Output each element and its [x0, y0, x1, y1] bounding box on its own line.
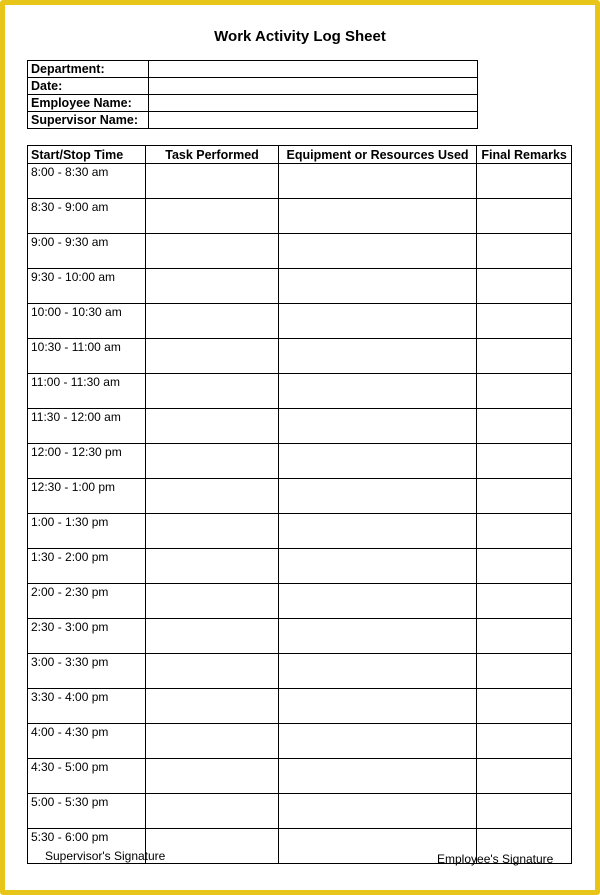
- log-row: [28, 339, 572, 374]
- equipment-resources-cell[interactable]: [278, 304, 476, 339]
- final-remarks-cell[interactable]: [477, 269, 572, 304]
- log-body: [28, 164, 572, 864]
- equipment-resources-cell[interactable]: [278, 794, 476, 829]
- log-header-row: [28, 146, 572, 164]
- log-row: [28, 409, 572, 444]
- supervisor-signature-label: Supervisor's Signature: [45, 849, 166, 863]
- equipment-resources-cell[interactable]: [278, 689, 476, 724]
- time-slot: 10:30 - 11:00 am: [28, 339, 146, 374]
- equipment-resources-cell[interactable]: [278, 164, 476, 199]
- log-row: [28, 619, 572, 654]
- header-equipment-resources: Equipment or Resources Used: [278, 146, 476, 164]
- final-remarks-cell[interactable]: [477, 409, 572, 444]
- equipment-resources-cell[interactable]: [278, 269, 476, 304]
- log-row: [28, 164, 572, 199]
- task-performed-cell[interactable]: [146, 234, 279, 269]
- supervisor-name-field[interactable]: [149, 112, 478, 129]
- task-performed-cell[interactable]: [146, 304, 279, 339]
- time-slot: 3:30 - 4:00 pm: [28, 689, 146, 724]
- log-row: [28, 549, 572, 584]
- info-row-employee-name: [28, 95, 478, 112]
- time-slot: 12:30 - 1:00 pm: [28, 479, 146, 514]
- employee-info-table: [27, 60, 478, 129]
- time-slot: 2:00 - 2:30 pm: [28, 584, 146, 619]
- header-final-remarks: Final Remarks: [477, 146, 572, 164]
- time-slot: 5:30 - 6:00 pm: [28, 829, 146, 864]
- final-remarks-cell[interactable]: [477, 304, 572, 339]
- time-slot: 12:00 - 12:30 pm: [28, 444, 146, 479]
- equipment-resources-cell[interactable]: [278, 444, 476, 479]
- header-start-stop-time: Start/Stop Time: [28, 146, 146, 164]
- log-row: [28, 374, 572, 409]
- log-row: [28, 759, 572, 794]
- info-row-date: [28, 78, 478, 95]
- task-performed-cell[interactable]: [146, 724, 279, 759]
- task-performed-cell[interactable]: [146, 794, 279, 829]
- info-row-department: [28, 61, 478, 78]
- equipment-resources-cell[interactable]: [278, 514, 476, 549]
- department-field[interactable]: [149, 61, 478, 78]
- final-remarks-cell[interactable]: [477, 759, 572, 794]
- final-remarks-cell[interactable]: [477, 654, 572, 689]
- header-task-performed: Task Performed: [146, 146, 279, 164]
- employee-name-label: Employee Name:: [28, 95, 149, 112]
- log-row: [28, 514, 572, 549]
- activity-log-table: [27, 145, 572, 864]
- equipment-resources-cell[interactable]: [278, 409, 476, 444]
- log-row: [28, 654, 572, 689]
- time-slot: 1:30 - 2:00 pm: [28, 549, 146, 584]
- log-row: [28, 234, 572, 269]
- final-remarks-cell[interactable]: [477, 479, 572, 514]
- log-row: [28, 724, 572, 759]
- log-row: [28, 269, 572, 304]
- equipment-resources-cell[interactable]: [278, 759, 476, 794]
- time-slot: 5:00 - 5:30 pm: [28, 794, 146, 829]
- time-slot: 9:30 - 10:00 am: [28, 269, 146, 304]
- task-performed-cell[interactable]: [146, 164, 279, 199]
- task-performed-cell[interactable]: [146, 619, 279, 654]
- employee-signature-label: Employee's Signature: [437, 852, 554, 866]
- equipment-resources-cell[interactable]: [278, 724, 476, 759]
- time-slot: 8:30 - 9:00 am: [28, 199, 146, 234]
- time-slot: 2:30 - 3:00 pm: [28, 619, 146, 654]
- log-row: [28, 584, 572, 619]
- equipment-resources-cell[interactable]: [278, 654, 476, 689]
- task-performed-cell[interactable]: [146, 444, 279, 479]
- task-performed-cell[interactable]: [146, 339, 279, 374]
- time-slot: 11:30 - 12:00 am: [28, 409, 146, 444]
- final-remarks-cell[interactable]: [477, 724, 572, 759]
- equipment-resources-cell[interactable]: [278, 199, 476, 234]
- time-slot: 9:00 - 9:30 am: [28, 234, 146, 269]
- department-label: Department:: [28, 61, 149, 78]
- final-remarks-cell[interactable]: [477, 199, 572, 234]
- page-title: Work Activity Log Sheet: [214, 28, 386, 45]
- date-label: Date:: [28, 78, 149, 95]
- task-performed-cell[interactable]: [146, 549, 279, 584]
- log-row: [28, 479, 572, 514]
- final-remarks-cell[interactable]: [477, 619, 572, 654]
- time-slot: 3:00 - 3:30 pm: [28, 654, 146, 689]
- log-row: [28, 444, 572, 479]
- task-performed-cell[interactable]: [146, 689, 279, 724]
- info-row-supervisor-name: [28, 112, 478, 129]
- final-remarks-cell[interactable]: [477, 234, 572, 269]
- equipment-resources-cell[interactable]: [278, 479, 476, 514]
- log-row: [28, 689, 572, 724]
- time-slot: 10:00 - 10:30 am: [28, 304, 146, 339]
- employee-name-field[interactable]: [149, 95, 478, 112]
- equipment-resources-cell[interactable]: [278, 549, 476, 584]
- final-remarks-cell[interactable]: [477, 794, 572, 829]
- task-performed-cell[interactable]: [146, 409, 279, 444]
- equipment-resources-cell[interactable]: [278, 619, 476, 654]
- time-slot: 1:00 - 1:30 pm: [28, 514, 146, 549]
- final-remarks-cell[interactable]: [477, 514, 572, 549]
- task-performed-cell[interactable]: [146, 374, 279, 409]
- final-remarks-cell[interactable]: [477, 549, 572, 584]
- log-row: [28, 304, 572, 339]
- final-remarks-cell[interactable]: [477, 339, 572, 374]
- task-performed-cell[interactable]: [146, 269, 279, 304]
- time-slot: 8:00 - 8:30 am: [28, 164, 146, 199]
- supervisor-name-label: Supervisor Name:: [28, 112, 149, 129]
- date-field[interactable]: [149, 78, 478, 95]
- time-slot: 4:00 - 4:30 pm: [28, 724, 146, 759]
- task-performed-cell[interactable]: [146, 199, 279, 234]
- equipment-resources-cell[interactable]: [278, 234, 476, 269]
- task-performed-cell[interactable]: [146, 514, 279, 549]
- time-slot: 11:00 - 11:30 am: [28, 374, 146, 409]
- task-performed-cell[interactable]: [146, 759, 279, 794]
- final-remarks-cell[interactable]: [477, 584, 572, 619]
- final-remarks-cell[interactable]: [477, 164, 572, 199]
- final-remarks-cell[interactable]: [477, 374, 572, 409]
- task-performed-cell[interactable]: [146, 654, 279, 689]
- equipment-resources-cell[interactable]: [278, 584, 476, 619]
- time-slot: 4:30 - 5:00 pm: [28, 759, 146, 794]
- task-performed-cell[interactable]: [146, 479, 279, 514]
- log-row: [28, 199, 572, 234]
- final-remarks-cell[interactable]: [477, 689, 572, 724]
- task-performed-cell[interactable]: [146, 584, 279, 619]
- final-remarks-cell[interactable]: [477, 444, 572, 479]
- equipment-resources-cell[interactable]: [278, 374, 476, 409]
- equipment-resources-cell[interactable]: [278, 339, 476, 374]
- log-row: [28, 794, 572, 829]
- task-performed-cell[interactable]: [146, 829, 279, 864]
